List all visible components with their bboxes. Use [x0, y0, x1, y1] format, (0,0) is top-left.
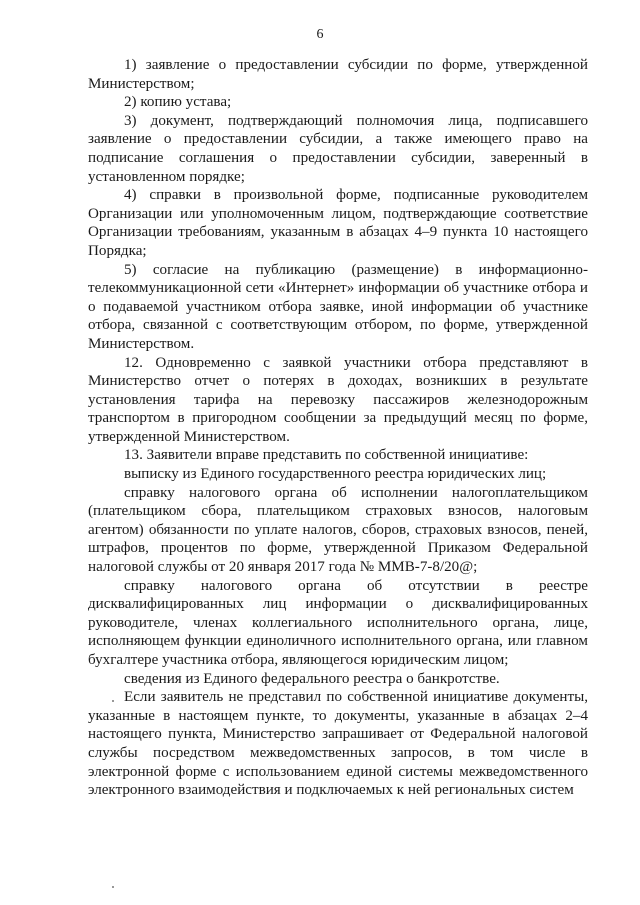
- paragraph-7: 13. Заявители вправе представить по собственной инициативе:: [124, 447, 529, 464]
- paragraph-3: 3) документ, подтверждающий полномочия лица, подписавшего заявление о предоставлении субсидии, а также имеющего право на подписание соглашения о предоставлении субсидии, заверенный в установленном порядке;: [88, 112, 588, 185]
- scan-speck: [112, 886, 114, 888]
- paragraph-6: 12. Одновременно с заявкой участники отбора представляют в Министерство отчет о потерях в доходах, возникших в результате установления тарифа на перевозку пассажиров железнодорожным транспортом в пригородном сообщении за предыдущий месяц по форме, утвержденной Министерством.: [88, 354, 588, 445]
- paragraph-9: справку налогового органа об исполнении налогоплательщиком (плательщиком сбора, плательщиком страховых взносов, налоговым агентом) обязанности по уплате налогов, сборов, страховых взносов, пеней, штрафов, процентов по форме, утвержденной Приказом Федеральной налоговой службы от 20 января 2017 года № ММВ-7-8/20@;: [88, 484, 588, 576]
- paragraph-11: сведения из Единого федерального реестра о банкротстве.: [124, 670, 500, 687]
- paragraph-4: 4) справки в произвольной форме, подписанные руководителем Организации или уполномоченным лицом, подтверждающие соответствие Организации требованиям, указанным в абзацах 4–9 пункта 10 настоящего Порядка;: [88, 187, 588, 259]
- paragraph-8: выписку из Единого государственного реестра юридических лиц;: [124, 466, 547, 483]
- paragraph-2: 2) копию устава;: [124, 94, 232, 111]
- paragraph-1: 1) заявление о предоставлении субсидии по форме, утвержденной Министерством;: [88, 57, 588, 92]
- scan-speck: [112, 700, 114, 702]
- paragraph-12: Если заявитель не представил по собственной инициативе документы, указанные в настоящем пункте, то документы, указанные в абзацах 2–4 настоящего пункта, Министерство запрашивает от Федеральной налоговой службы посредством межведомственных запросов, в том числе в электронной форме с использованием единой системы межведомственного электронного взаимодействия и подключаемых к ней региональных систем: [88, 689, 588, 799]
- document-body: [88, 56, 588, 800]
- page-number: 6: [316, 27, 324, 42]
- paragraph-10: справку налогового органа об отсутствии в реестре дисквалифицированных лиц информации о дисквалифицированных руководителе, членах коллегиального исполнительного органа, лице, исполняющем функции единоличного исполнительного органа, или главном бухгалтере участника отбора, являющегося юридическим лицом;: [88, 577, 588, 668]
- paragraph-5: 5) согласие на публикацию (размещение) в информационно-телекоммуникационной сети «Интернет» информации об участнике отбора и о подаваемой участником отбора заявке, иной информации об участнике отбора, связанной с соответствующим отбором, по форме, утвержденной Министерством.: [88, 261, 588, 352]
